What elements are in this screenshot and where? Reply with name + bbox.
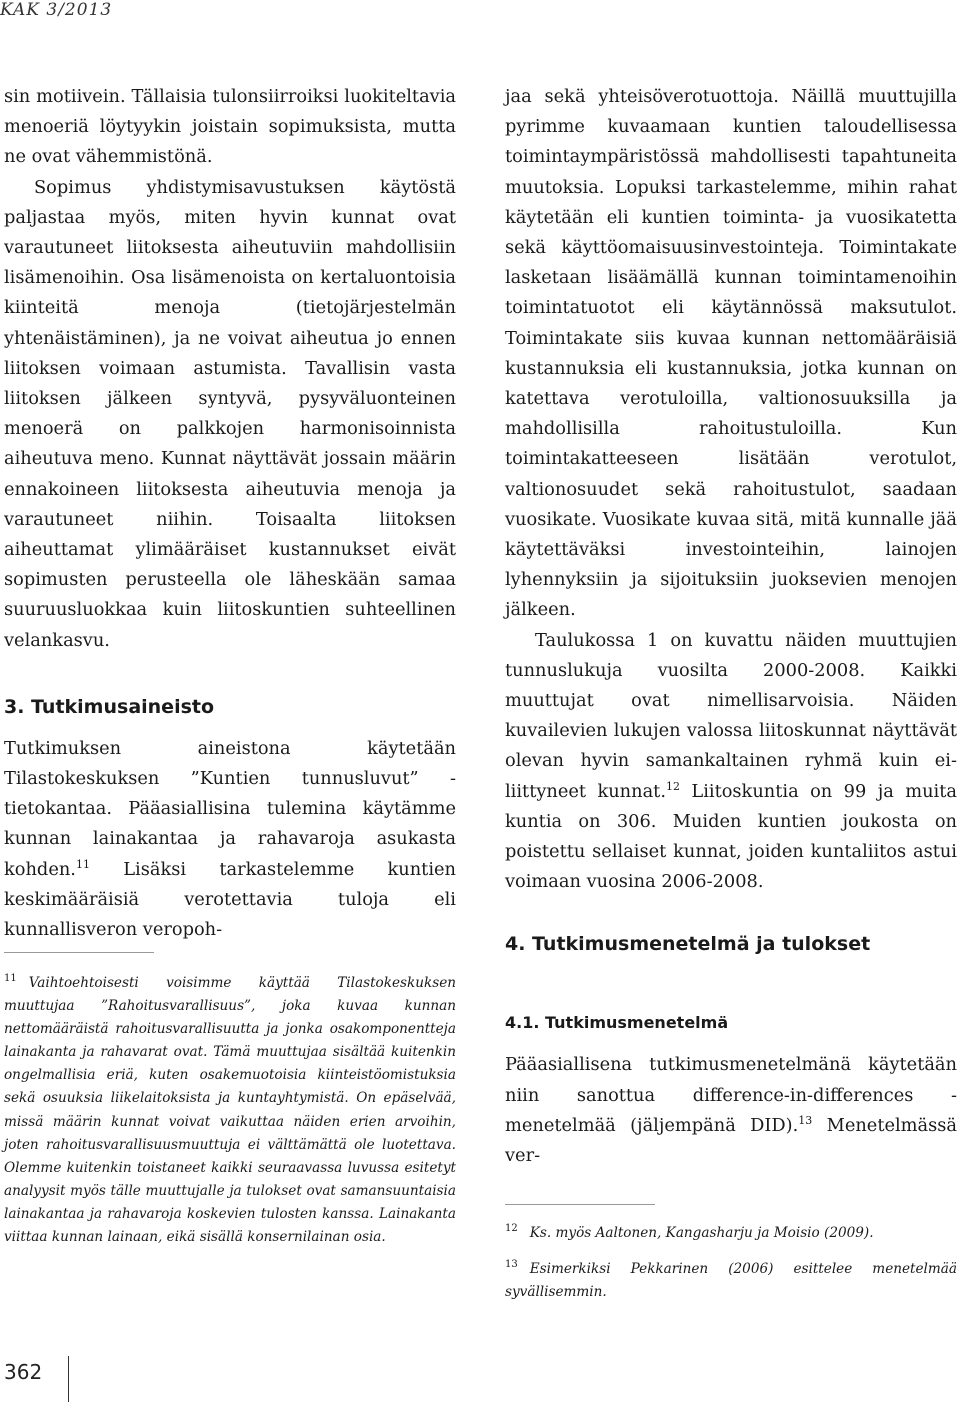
footnote-12-number: 12 — [505, 1223, 518, 1235]
right-paragraph-2 — [505, 626, 957, 898]
footnote-12 — [505, 1222, 957, 1245]
footnote-12-text: Ks. myös Aaltonen, Kangasharju ja Moisio (2009). — [529, 1225, 874, 1241]
footnote-divider-left — [4, 952, 154, 953]
page-number-rule — [68, 1356, 69, 1402]
right-paragraph-2-text-a: Taulukossa 1 on kuvattu näiden muuttujien tunnuslukuja vuosilta 2000-2008. Kaikki muuttujat ovat nimellisarvoisia. Näiden kuvailevien lukujen valossa liitoskunnat näyttävät olevan hyvin samankaltainen ryhmä kuin ei-liittyneet kunnat. — [505, 629, 957, 802]
right-paragraph-3 — [505, 1050, 957, 1171]
footnote-ref-12[interactable]: 12 — [665, 779, 680, 793]
right-paragraph-3-text-a: Pääasiallisena tutkimusmenetelmänä käytetään niin sanottua difference-in-differences -menetelmää (jäljempänä DID). — [505, 1054, 957, 1136]
left-column — [4, 82, 456, 945]
footnote-11 — [4, 972, 456, 1249]
left-paragraph-3-text-a: Tutkimuksen aineistona käytetään Tilastokeskuksen ”Kuntien tunnusluvut” -tietokantaa. Pääasiallisina tulemina käytämme kunnan lainakantaa ja rahavaroja asukasta kohden. — [4, 737, 456, 880]
left-paragraph-1: sin motiivein. Tällaisia tulonsiirroiksi luokiteltavia menoeriä löytyykin joistain sopimuksista, mutta ne ovat vähemmistönä. — [4, 86, 456, 168]
section-4-1-heading: 4.1. Tutkimusmenetelmä — [505, 1013, 729, 1033]
right-column — [505, 82, 957, 1171]
right-paragraph-3-text-b: Menetelmässä ver- — [505, 1114, 957, 1167]
footnote-13 — [505, 1258, 957, 1304]
footnote-divider-right — [505, 1204, 655, 1205]
section-4-heading: 4. Tutkimusmenetelmä ja tulokset — [505, 933, 871, 956]
journal-header: KAK 3/2013 — [0, 0, 113, 20]
footnote-13-text: Esimerkiksi Pekkarinen (2006) esittelee menetelmää syvällisemmin. — [505, 1261, 957, 1301]
left-paragraph-3-text-b: Lisäksi tarkastelemme kuntien keskimääräisiä verotettavia tuloja eli kunnallisveron veropoh- — [4, 858, 456, 941]
section-3-heading: 3. Tutkimusaineisto — [4, 695, 215, 718]
footnote-ref-13[interactable]: 13 — [798, 1113, 813, 1127]
left-paragraph-3 — [4, 734, 456, 945]
footnote-11-number: 11 — [4, 973, 17, 985]
page-number: 362 — [4, 1360, 43, 1384]
footnote-11-text: Vaihtoehtoisesti voisimme käyttää Tilastokeskuksen muuttujaa ”Rahoitusvarallisuus”, joka kuvaa kunnan nettomääräistä rahoitusvarallisuutta ja jonka osakomponentteja lainakanta ja rahavarat ovat. Tämä muuttujaa sisältää kuitenkin ongelmallisia eriä, kuten osakemuotoisia kiinteistöomistuksia sekä osuuksia liikelaitoksista ja kuntayhtymistä. On epäselvää, missä määrin kunnat voivat vaikuttaa näiden erien arvoihin, joten rahoitusvarallisuusmuuttuja ei välttämättä ole luotettava. Olemme kuitenkin toistaneet kaikki seuraavassa luvussa esitetyt analyysit myös tälle muuttujalle ja tulokset ovat samansuuntaisia lainakantaa ja rahavaroja koskevien tulosten kanssa. Lainakanta viittaa kunnan lainaan, eikä sisällä konsernilainan osia. — [4, 975, 456, 1246]
footnote-ref-11[interactable]: 11 — [75, 857, 90, 871]
footnote-13-number: 13 — [505, 1259, 518, 1271]
left-paragraph-2: Sopimus yhdistymisavustuksen käytöstä paljastaa myös, miten hyvin kunnat ovat varautuneet liitoksesta aiheutuviin mahdollisiin lisämenoihin. Osa lisämenoista on kertaluontoisia kiinteitä menoja (tietojärjestelmän yhtenäistäminen), ja ne voivat aiheutua jo ennen liitoksen voimaan astumista. Tavallisin vasta liitoksen jälkeen syntyvä, pysyväluonteinen menoerä on palkkojen harmonisoinnista aiheutuva meno. Kunnat näyttävät jossain määrin ennakoineen liitoksesta aiheutuvia menoja ja varautuneet niihin. Toisaalta liitoksen aiheuttamat ylimääräiset kustannukset eivät sopimusten perusteella ole läheskään samaa suuruusluokkaa kuin liitoskuntien suhteellinen velankasvu. — [4, 176, 456, 651]
right-paragraph-2-text-b: Liitoskuntia on 99 ja muita kuntia on 306. Muiden kuntien joukosta on poistettu sellaiset kunnat, joiden kuntaliitos astui voimaan vuosina 2006-2008. — [505, 780, 957, 893]
right-paragraph-1: jaa sekä yhteisöverotuottoja. Näillä muuttujilla pyrimme kuvaamaan kuntien taloudellisessa toimintaympäristössä mahdollisesti tapahtuneita muutoksia. Lopuksi tarkastelemme, mihin rahat käytetään eli kuntien toiminta- ja vuosikatetta sekä käyttöomaisuusinvestointeja. Toimintakate lasketaan lisäämällä kunnan toimintamenoihin toimintatuotot eli käytännössä maksutulot. Toimintakate siis kuvaa kunnan nettomääräisiä kustannuksia eli kustannuksia, jotka kunnan on katettava verotuloilla, valtionosuuksilla ja mahdollisilla rahoitustuloilla. Kun toimintakatteeseen lisätään verotulot, valtionosuudet sekä rahoitustulot, saadaan vuosikate. Vuosikate kuvaa sitä, mitä kunnalle jää käytettäväksi investointeihin, lainojen lyhennyksiin ja sijoituksiin juoksevien menojen jälkeen. — [505, 86, 957, 621]
